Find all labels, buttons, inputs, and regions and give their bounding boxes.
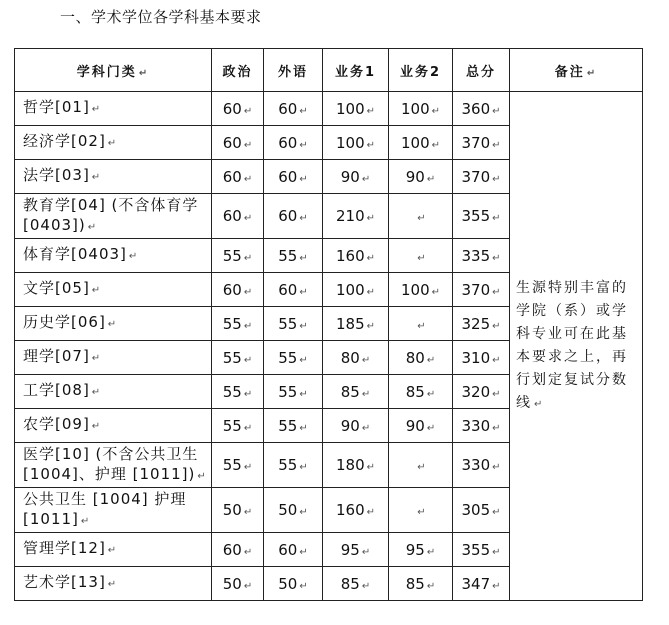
header-subject: 学科门类 ↵: [15, 49, 212, 92]
biz1-cell: 100 ↵: [323, 92, 389, 126]
language-cell: 55 ↵: [264, 409, 323, 443]
politics-cell: 50 ↵: [212, 488, 264, 533]
subject-cell: 公共卫生 [1004] 护理 [1011] ↵: [15, 488, 212, 533]
total-cell: 360 ↵: [453, 92, 510, 126]
biz1-cell: 85 ↵: [323, 375, 389, 409]
language-cell: 60 ↵: [264, 533, 323, 567]
politics-cell: 60 ↵: [212, 160, 264, 194]
language-cell: 55 ↵: [264, 341, 323, 375]
subject-cell: 法学[03] ↵: [15, 160, 212, 194]
total-cell: 330 ↵: [453, 409, 510, 443]
total-cell: 355 ↵: [453, 194, 510, 239]
biz2-cell: 100 ↵: [389, 273, 453, 307]
biz2-cell: 100 ↵: [389, 126, 453, 160]
biz1-cell: 90 ↵: [323, 409, 389, 443]
total-cell: 335 ↵: [453, 239, 510, 273]
biz2-cell: 85 ↵: [389, 567, 453, 601]
total-cell: 370 ↵: [453, 126, 510, 160]
subject-cell: 医学[10] (不含公共卫生[1004]、护理 [1011]) ↵: [15, 443, 212, 488]
table-row: [15, 92, 643, 126]
subject-cell: 文学[05] ↵: [15, 273, 212, 307]
biz2-cell: ↵: [389, 488, 453, 533]
politics-cell: 60 ↵: [212, 194, 264, 239]
language-cell: 55 ↵: [264, 375, 323, 409]
politics-cell: 60 ↵: [212, 126, 264, 160]
biz1-cell: 160 ↵: [323, 239, 389, 273]
header-note: 备注 ↵: [510, 49, 643, 92]
politics-cell: 55 ↵: [212, 341, 264, 375]
subject-cell: 理学[07] ↵: [15, 341, 212, 375]
biz2-cell: ↵: [389, 443, 453, 488]
header-politics: 政治: [212, 49, 264, 92]
biz1-cell: 185 ↵: [323, 307, 389, 341]
biz1-cell: 85 ↵: [323, 567, 389, 601]
biz2-cell: 90 ↵: [389, 160, 453, 194]
biz1-cell: 95 ↵: [323, 533, 389, 567]
header-total: 总分: [453, 49, 510, 92]
score-requirements-table: [14, 48, 643, 601]
subject-cell: 体育学[0403] ↵: [15, 239, 212, 273]
biz2-cell: 95 ↵: [389, 533, 453, 567]
subject-cell: 农学[09] ↵: [15, 409, 212, 443]
biz1-cell: 210 ↵: [323, 194, 389, 239]
biz1-cell: 180 ↵: [323, 443, 389, 488]
language-cell: 60 ↵: [264, 160, 323, 194]
politics-cell: 55 ↵: [212, 239, 264, 273]
total-cell: 347 ↵: [453, 567, 510, 601]
biz1-cell: 100 ↵: [323, 273, 389, 307]
politics-cell: 55 ↵: [212, 375, 264, 409]
subject-cell: 经济学[02] ↵: [15, 126, 212, 160]
header-biz2: 业务2: [389, 49, 453, 92]
subject-cell: 工学[08] ↵: [15, 375, 212, 409]
politics-cell: 50 ↵: [212, 567, 264, 601]
biz2-cell: 85 ↵: [389, 375, 453, 409]
language-cell: 50 ↵: [264, 567, 323, 601]
header-language: 外语: [264, 49, 323, 92]
politics-cell: 60 ↵: [212, 92, 264, 126]
politics-cell: 60 ↵: [212, 273, 264, 307]
total-cell: 370 ↵: [453, 160, 510, 194]
language-cell: 55 ↵: [264, 443, 323, 488]
subject-cell: 哲学[01] ↵: [15, 92, 212, 126]
language-cell: 50 ↵: [264, 488, 323, 533]
language-cell: 60 ↵: [264, 92, 323, 126]
biz2-cell: 90 ↵: [389, 409, 453, 443]
section-heading: 一、学术学位各学科基本要求: [60, 8, 262, 26]
politics-cell: 55 ↵: [212, 409, 264, 443]
language-cell: 60 ↵: [264, 194, 323, 239]
language-cell: 55 ↵: [264, 307, 323, 341]
biz1-cell: 90 ↵: [323, 160, 389, 194]
subject-cell: 管理学[12] ↵: [15, 533, 212, 567]
total-cell: 370 ↵: [453, 273, 510, 307]
politics-cell: 60 ↵: [212, 533, 264, 567]
note-cell: 生源特别丰富的学院（系）或学科专业可在此基本要求之上，再行划定复试分数线 ↵: [510, 92, 643, 601]
biz2-cell: 80 ↵: [389, 341, 453, 375]
total-cell: 320 ↵: [453, 375, 510, 409]
biz1-cell: 160 ↵: [323, 488, 389, 533]
politics-cell: 55 ↵: [212, 443, 264, 488]
subject-cell: 历史学[06] ↵: [15, 307, 212, 341]
politics-cell: 55 ↵: [212, 307, 264, 341]
biz2-cell: ↵: [389, 194, 453, 239]
language-cell: 60 ↵: [264, 273, 323, 307]
biz1-cell: 80 ↵: [323, 341, 389, 375]
total-cell: 330 ↵: [453, 443, 510, 488]
biz2-cell: ↵: [389, 307, 453, 341]
subject-cell: 艺术学[13] ↵: [15, 567, 212, 601]
biz2-cell: 100 ↵: [389, 92, 453, 126]
subject-cell: 教育学[04] (不含体育学[0403]) ↵: [15, 194, 212, 239]
total-cell: 355 ↵: [453, 533, 510, 567]
total-cell: 305 ↵: [453, 488, 510, 533]
total-cell: 325 ↵: [453, 307, 510, 341]
language-cell: 55 ↵: [264, 239, 323, 273]
biz1-cell: 100 ↵: [323, 126, 389, 160]
biz2-cell: ↵: [389, 239, 453, 273]
total-cell: 310 ↵: [453, 341, 510, 375]
header-biz1: 业务1: [323, 49, 389, 92]
header-row: [15, 49, 643, 92]
language-cell: 60 ↵: [264, 126, 323, 160]
